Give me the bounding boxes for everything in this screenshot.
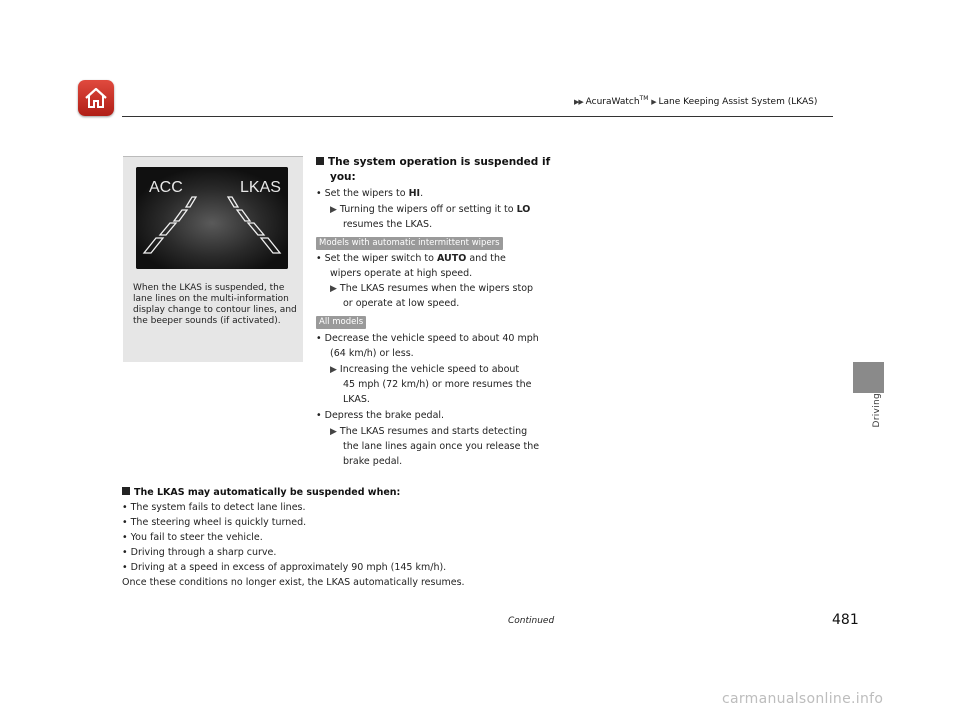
section-label[interactable]: Driving: [872, 393, 882, 428]
list-subitem-cont: LKAS.: [343, 394, 370, 405]
list-subitem: ▶ The LKAS resumes when the wipers stop: [330, 283, 534, 294]
suspended-heading: The system operation is suspended if: [316, 155, 550, 170]
breadcrumb-item-lkas[interactable]: Lane Keeping Assist System (LKAS): [658, 97, 818, 107]
result-arrow-icon: ▶: [330, 365, 337, 375]
section-square-icon: [316, 157, 324, 165]
acc-indicator: ACC: [149, 179, 183, 196]
figure-caption: When the LKAS is suspended, the lane lines on the multi-information display change to contour lines, and the beeper sounds (if activated).: [133, 283, 297, 326]
list-subitem-cont: resumes the LKAS.: [343, 219, 433, 230]
list-item: • You fail to steer the vehicle.: [122, 532, 263, 543]
list-item-cont: (64 km/h) or less.: [330, 348, 414, 359]
header-rule: [122, 116, 833, 117]
section-marker: [853, 362, 884, 393]
watermark: carmanualsonline.info: [722, 691, 884, 707]
result-arrow-icon: ▶: [330, 205, 337, 215]
list-subitem-cont: or operate at low speed.: [343, 298, 460, 309]
continued-label: Continued: [508, 616, 555, 626]
breadcrumb: [574, 95, 817, 107]
result-arrow-icon: ▶: [330, 284, 337, 294]
list-item: • The system fails to detect lane lines.: [122, 502, 306, 513]
lkas-indicator: LKAS: [240, 179, 281, 196]
list-subitem-cont: the lane lines again once you release the: [343, 441, 540, 452]
list-subitem: ▶ Increasing the vehicle speed to about: [330, 364, 520, 375]
breadcrumb-arrow-icon: ▶▶: [574, 98, 583, 106]
list-item: • Set the wipers to HI.: [316, 188, 424, 199]
list-item: • Driving through a sharp curve.: [122, 547, 277, 558]
list-item: • The steering wheel is quickly turned.: [122, 517, 307, 528]
list-subitem: ▶ Turning the wipers off or setting it to LO: [330, 204, 531, 215]
suspended-heading-cont: you:: [330, 171, 356, 183]
home-button[interactable]: [78, 80, 114, 116]
page-number: 481: [832, 612, 859, 628]
list-item: • Driving at a speed in excess of approximately 90 mph (145 km/h).: [122, 562, 447, 573]
closing-text: Once these conditions no longer exist, the LKAS automatically resumes.: [122, 577, 465, 588]
list-item: • Set the wiper switch to AUTO and the: [316, 253, 506, 264]
list-item: • Depress the brake pedal.: [316, 410, 445, 421]
section-square-icon: [122, 487, 130, 495]
home-icon: [83, 85, 109, 111]
auto-suspend-heading: The LKAS may automatically be suspended when:: [122, 485, 400, 500]
list-subitem-cont: brake pedal.: [343, 456, 403, 467]
list-subitem-cont: 45 mph (72 km/h) or more resumes the: [343, 379, 532, 390]
result-arrow-icon: ▶: [330, 427, 337, 437]
list-subitem: ▶ The LKAS resumes and starts detecting: [330, 426, 528, 437]
model-tag-all: All models: [316, 316, 366, 329]
list-item: • Decrease the vehicle speed to about 40 mph: [316, 333, 539, 344]
model-tag-auto-wipers: Models with automatic intermittent wipers: [316, 237, 503, 250]
list-item-cont: wipers operate at high speed.: [330, 268, 473, 279]
breadcrumb-arrow-icon: ▶: [651, 98, 656, 106]
breadcrumb-item-acurawatch[interactable]: AcuraWatch™: [585, 95, 649, 107]
lkas-display-image: [136, 167, 288, 269]
